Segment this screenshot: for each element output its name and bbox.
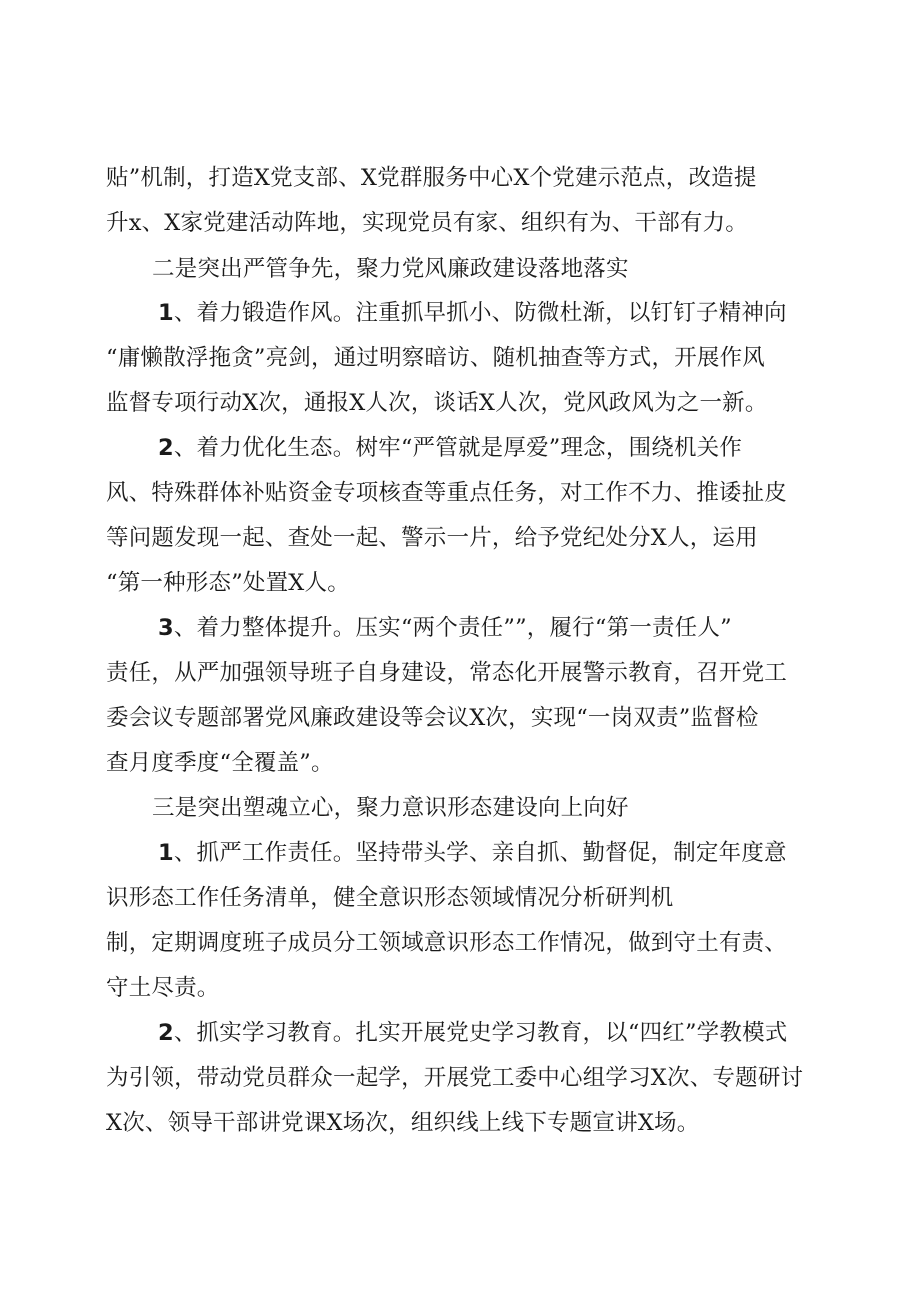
text-line: 风、特殊群体补贴资金专项核查等重点任务，对工作不力、推诿扯皮 [106,480,788,506]
text-span: 、着力优化生态。树牢“严管就是厚爱”理念，围绕机关作 [173,435,743,461]
paragraph-number: 1 [158,840,174,866]
text-line: 等问题发现一起、查处一起、警示一片，给予党纪处分X人，运用 [106,525,758,551]
text-span: 、抓严工作责任。坚持带头学、亲自抓、勤督促，制定年度意 [173,840,787,866]
paragraph-first-line [158,838,787,868]
text-line: 升x、X家党建活动阵地，实现党员有家、组织有为、干部有力。 [106,210,749,236]
text-span: 、着力锻造作风。注重抓早抓小、防微杜渐，以钉钉子精神向 [173,300,787,326]
text-line: 为引领，带动党员群众一起学，开展党工委中心组学习X次、专题研讨 [106,1065,804,1091]
paragraph-first-line [158,298,787,328]
text-line: X次、领导干部讲党课X场次，组织线上线下专题宣讲X场。 [106,1110,700,1136]
text-span: 、着力整体提升。压实“两个责任””，履行“第一责任人” [173,615,732,641]
paragraph-number: 2 [158,1020,174,1046]
text-line: 制，定期调度班子成员分工领域意识形态工作情况，做到守土有责、 [106,930,788,956]
paragraph-number: 2 [158,435,174,461]
paragraph-number: 1 [158,300,174,326]
paragraph-first-line [158,613,732,643]
paragraph-number: 3 [158,615,174,641]
text-line: “第一种形态”处置X人。 [106,570,350,596]
paragraph-first-line [158,433,742,463]
text-line: 责任，从严加强领导班子自身建设，常态化开展警示教育，召开党工 [106,660,788,686]
paragraph-first-line [158,1018,787,1048]
text-line: 监督专项行动X次，通报X人次，谈话X人次，党风政风为之一新。 [106,390,768,416]
text-line: 贴”机制，打造X党支部、X党群服务中心X个党建示范点，改造提 [106,165,757,191]
text-line: 查月度季度“全覆盖”。 [106,750,334,776]
text-line: 守土尽责。 [106,975,220,1001]
text-line: “庸懒散浮拖贪”亮剑，通过明察暗访、随机抽查等方式，开展作风 [106,345,766,371]
text-span: 、抓实学习教育。扎实开展党史学习教育，以“四红”学教模式 [173,1020,788,1046]
text-line: 委会议专题部署党风廉政建设等会议X次，实现“一岗双责”监督检 [106,705,759,731]
text-line: 识形态工作任务清单，健全意识形态领域情况分析研判机 [106,885,674,911]
section-heading: 三是突出塑魂立心，聚力意识形态建设向上向好 [152,795,629,821]
section-heading: 二是突出严管争先，聚力党风廉政建设落地落实 [152,256,629,282]
